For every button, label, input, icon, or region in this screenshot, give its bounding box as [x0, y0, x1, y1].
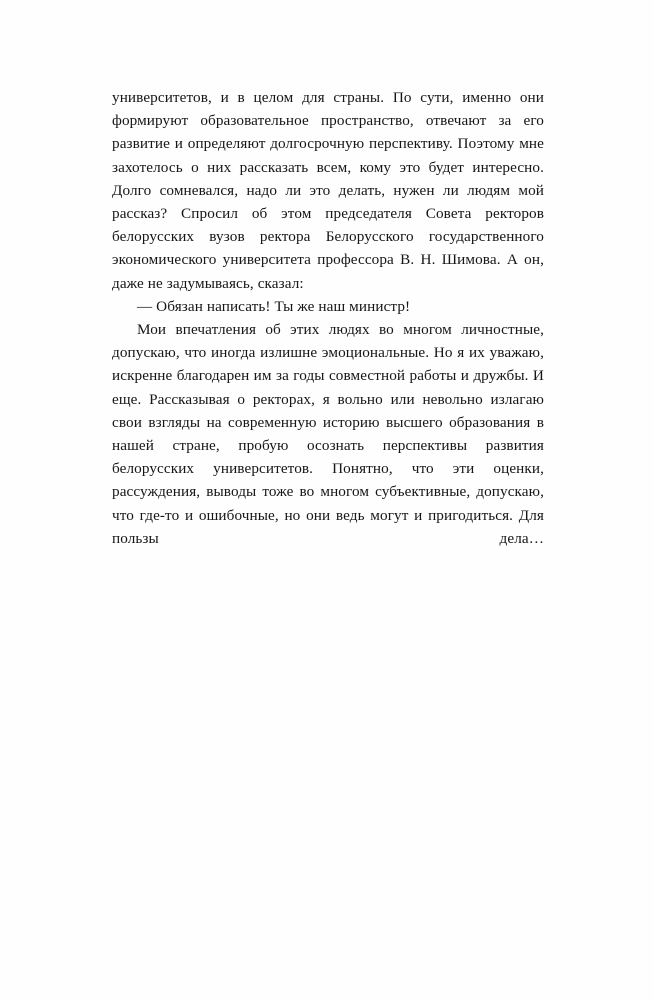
- paragraph-dialogue: — Обязан написать! Ты же наш министр!: [137, 297, 411, 315]
- paragraph-continuation: университетов, и в целом для страны. По сути, именно они формируют образовательное пространство, отвечают за его развитие и определяют долгосрочную перспективу. Поэтому мне захотелось о них рассказать всем, кому это будет интересно. Долго сомневался, надо ли это делать, нужен ли людям мой рассказ? Спросил об этом председателя Совета ректоров белорусских вузов ректора Белорусского государственного экономического университета профессора В. Н. Шимова. А он, даже не задумываясь, сказал:: [112, 89, 544, 292]
- paragraph-closing: Мои впечатления об этих людях во многом личностные, допускаю, что иногда излишне эмоциональные. Но я их уважаю, искренне благодарен им за годы совместной работы и дружбы. И еще. Рассказывая о ректорах, я вольно или невольно излагаю свои взгляды на современную историю высшего образования в нашей стране, пробую осознать перспективы развития белорусских университетов. Понятно, что эти оценки, рассуждения, выводы тоже во многом субъективные, допускаю, что где-то и ошибочные, но они ведь могут и пригодиться. Для пользы дела…: [112, 321, 544, 547]
- body-text: [112, 86, 544, 573]
